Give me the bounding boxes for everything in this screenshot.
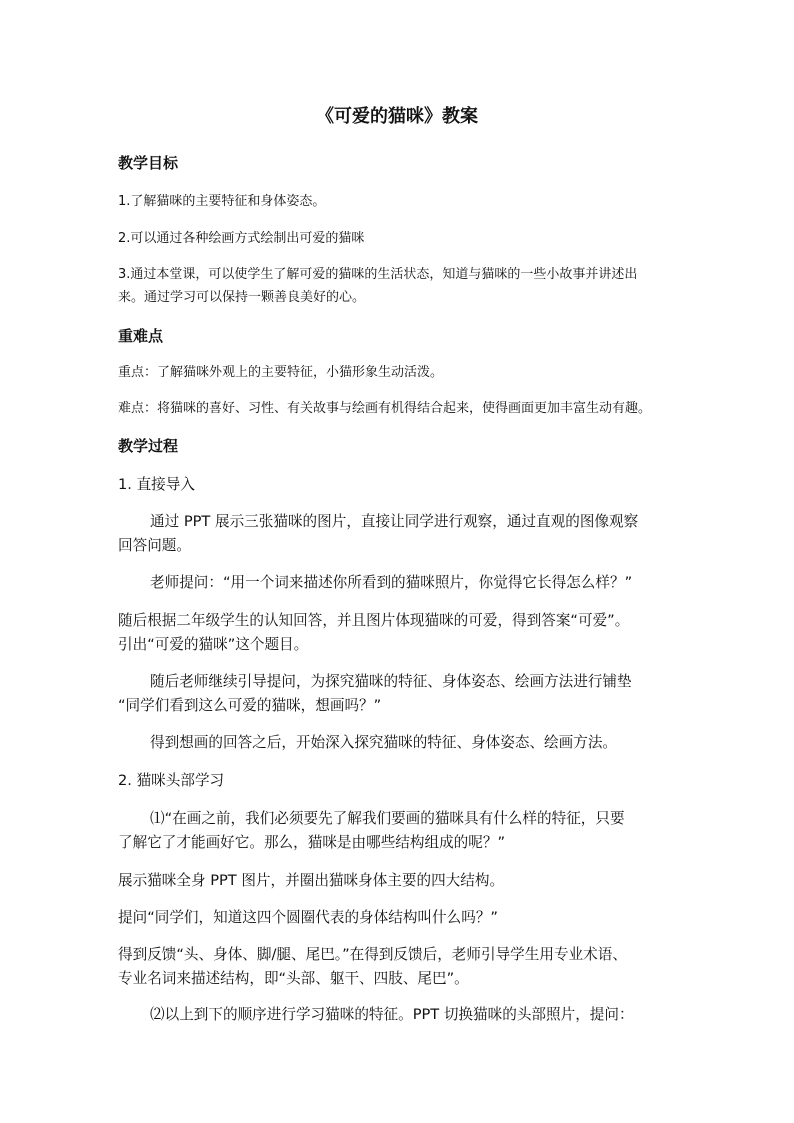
process-step-2-title: 2. 猫咪头部学习 — [118, 772, 225, 789]
process-paragraph-1-line-2: 回答问题。 — [118, 537, 191, 554]
goal-item-3-line-2: 来。通过学习可以保持一颗善良美好的心。 — [118, 290, 366, 305]
process-paragraph-3-line-1: 随后老师继续引导提问，为探究猫咪的特征、身体姿态、绘画方法进行铺垫 — [150, 673, 632, 690]
process-paragraph-4: 得到想画的回答之后，开始深入探究猫咪的特征、身体姿态、绘画方法。 — [150, 734, 618, 751]
goal-item-3-line-1: 3.通过本堂课，可以使学生了解可爱的猫咪的生活状态，知道与猫咪的一些小故事并讲述出 — [118, 267, 638, 282]
process-paragraph-1-line-1: 通过 PPT 展示三张猫咪的图片，直接让同学进行观察，通过直观的图像观察 — [150, 513, 639, 530]
step-2-paragraph-4-line-2: 专业名词来描述结构，即“头部、躯干、四肢、尾巴”。 — [118, 970, 469, 987]
process-paragraph-2-line-1: 随后根据二年级学生的认知回答，并且图片体现猫咪的可爱，得到答案“可爱”。 — [118, 612, 630, 629]
process-paragraph-3-line-2: “同学们看到这么可爱的猫咪，想画吗？” — [118, 697, 382, 714]
document-title: 《可爱的猫咪》教案 — [316, 106, 478, 127]
keypoint-emphasis: 重点：了解猫咪外观上的主要特征，小猫形象生动活泼。 — [118, 365, 444, 380]
goal-item-2: 2.可以通过各种绘画方式绘制出可爱的猫咪 — [118, 231, 365, 246]
goal-item-1: 1.了解猫咪的主要特征和身体姿态。 — [118, 194, 326, 209]
step-2-paragraph-1-line-1: ⑴“在画之前，我们必须要先了解我们要画的猫咪具有什么样的特征，只要 — [150, 810, 625, 827]
step-2-paragraph-4-line-1: 得到反馈“头、身体、脚/腿、尾巴。”在得到反馈后，老师引导学生用专业术语、 — [118, 946, 627, 963]
section-heading-keypoints: 重难点 — [118, 327, 164, 345]
teacher-question-1: 老师提问：“用一个词来描述你所看到的猫咪照片，你觉得它长得怎么样？” — [150, 574, 633, 591]
keypoint-difficulty: 难点：将猫咪的喜好、习性、有关故事与绘画有机得结合起来，使得画面更加丰富生动有趣。 — [118, 401, 652, 416]
step-2-paragraph-1-line-2: 了解它了才能画好它。那么，猫咪是由哪些结构组成的呢？” — [118, 834, 506, 851]
process-paragraph-2-line-2: 引出“可爱的猫咪”这个题目。 — [118, 636, 309, 653]
section-heading-process: 教学过程 — [118, 437, 179, 455]
step-2-paragraph-5: ⑵以上到下的顺序进行学习猫咪的特征。PPT 切换猫咪的头部照片，提问： — [150, 1006, 634, 1023]
process-step-1-title: 1. 直接导入 — [118, 476, 195, 493]
section-heading-goals: 教学目标 — [118, 154, 179, 172]
step-2-paragraph-2: 展示猫咪全身 PPT 图片，并圈出猫咪身体主要的四大结构。 — [118, 872, 505, 889]
step-2-paragraph-3: 提问“同学们，知道这四个圆圈代表的身体结构叫什么吗？” — [118, 909, 498, 926]
